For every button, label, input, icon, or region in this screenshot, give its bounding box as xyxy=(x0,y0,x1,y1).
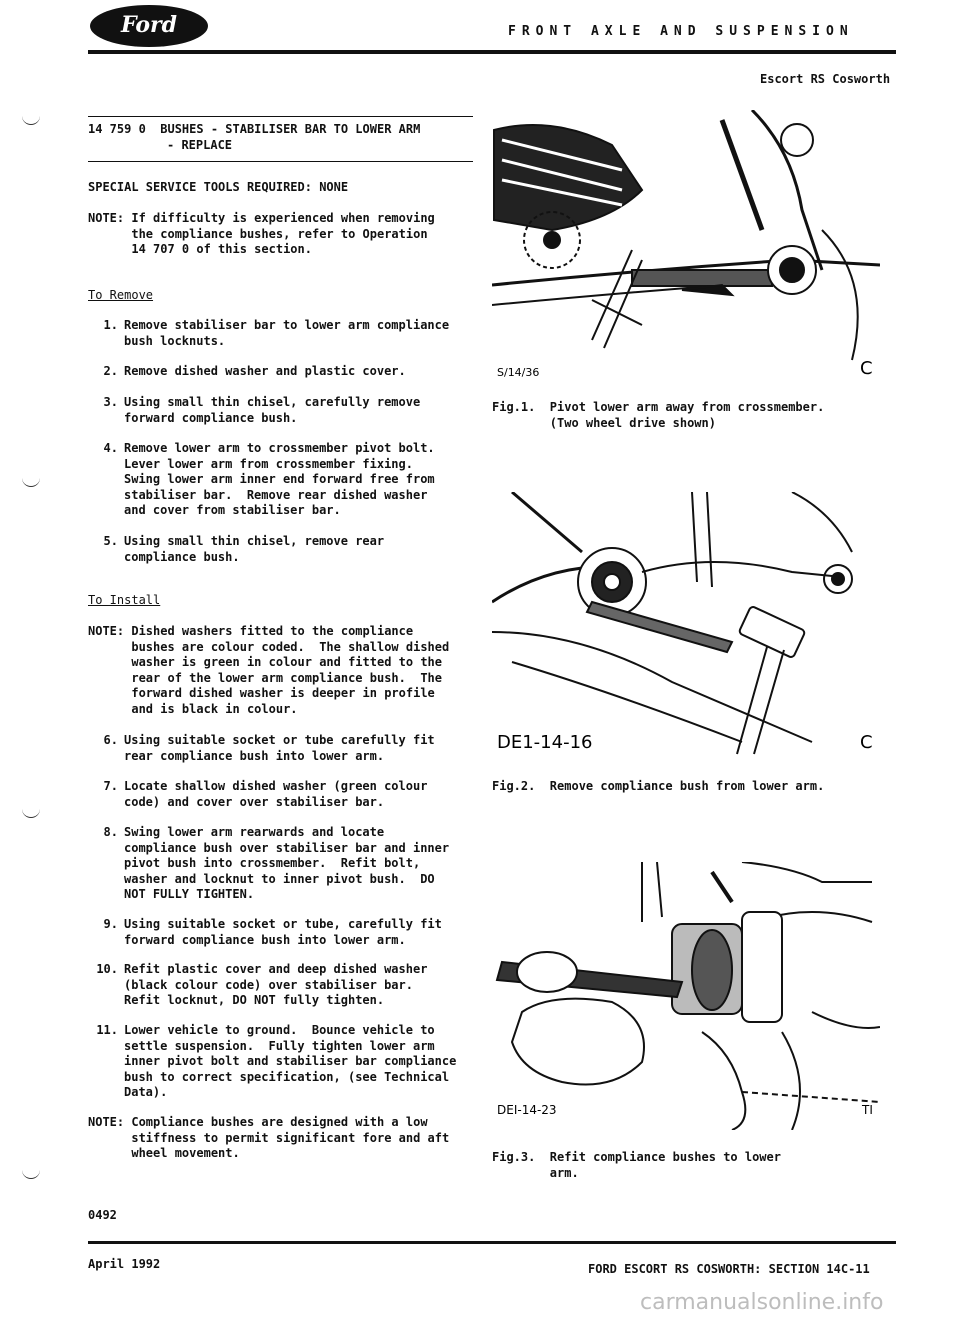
footer-rule xyxy=(88,1241,896,1244)
step-3: 3. Using small thin chisel, carefully remove forward compliance bush. xyxy=(103,395,421,425)
step-7: 7. Locate shallow dished washer (green colour code) and cover over stabiliser bar. xyxy=(103,779,428,809)
step-4: 4. Remove lower arm to crossmember pivot bolt. Lever lower arm from crossmember fixing. Swing lower arm inner end forward free from stabiliser bar. Remove rear dished washer and cover from stabiliser bar. xyxy=(103,441,435,517)
watermark: carmanualsonline.info xyxy=(640,1290,884,1315)
heading-to-install: To Install xyxy=(88,593,161,607)
figure-1 xyxy=(492,110,880,385)
page-code: 0492 xyxy=(88,1208,117,1222)
figure-3-corner: TI xyxy=(862,1103,873,1117)
figure-1-illustration xyxy=(492,110,880,385)
figure-1-caption: Fig.1. Pivot lower arm away from crossmember. (Two wheel drive shown) xyxy=(492,400,825,430)
step-8: 8. Swing lower arm rearwards and locate compliance bush over stabiliser bar and inner pivot bush into crossmember. Refit bolt, washer and locknut to inner pivot bush. DO NOT FULLY TIGHTEN. xyxy=(103,825,450,901)
margin-mark xyxy=(22,1170,40,1179)
step-5: 5. Using small thin chisel, remove rear compliance bush. xyxy=(103,534,385,564)
title-rule-top xyxy=(88,116,473,117)
figure-2-caption: Fig.2. Remove compliance bush from lower arm. xyxy=(492,779,825,793)
figure-3-caption: Fig.3. Refit compliance bushes to lower arm. xyxy=(492,1150,781,1180)
section-title: FRONT AXLE AND SUSPENSION xyxy=(508,24,854,39)
figure-2 xyxy=(492,492,880,757)
step-6: 6. Using suitable socket or tube carefully fit rear compliance bush into lower arm. xyxy=(103,733,435,763)
figure-1-corner: C xyxy=(860,358,873,379)
figure-1-id: S/14/36 xyxy=(497,366,540,379)
margin-mark xyxy=(22,809,40,818)
footer-section-ref: FORD ESCORT RS COSWORTH: SECTION 14C-11 xyxy=(588,1262,870,1276)
figure-2-id: DE1-14-16 xyxy=(497,732,593,753)
note-colour-coded: NOTE: Dished washers fitted to the compliance bushes are colour coded. The shallow dished washer is green in colour and fitted to the rear of the lower arm compliance bush. The forward dished washer is deeper in profile and is black in colour. xyxy=(88,624,450,716)
margin-mark xyxy=(22,116,40,125)
operation-title-line2: - REPLACE xyxy=(167,138,233,152)
figure-3-illustration xyxy=(492,862,880,1130)
tools-required: SPECIAL SERVICE TOOLS REQUIRED: NONE xyxy=(88,180,349,194)
step-10: 10. Refit plastic cover and deep dished washer (black colour code) over stabiliser bar. Refit locknut, DO NOT fully tighten. xyxy=(96,962,428,1007)
note-compliance: NOTE: Compliance bushes are designed with a low stiffness to permit significant fore and aft wheel movement. xyxy=(88,1115,450,1160)
figure-2-illustration xyxy=(492,492,880,757)
ford-logo: Ford xyxy=(90,5,208,47)
title-rule-bottom xyxy=(88,161,473,162)
step-2: 2. Remove dished washer and plastic cover. xyxy=(103,364,406,378)
footer-date: April 1992 xyxy=(88,1257,161,1271)
heading-to-remove: To Remove xyxy=(88,288,154,302)
note-removal: NOTE: If difficulty is experienced when removing the compliance bushes, refer to Operation 14 707 0 of this section. xyxy=(88,211,435,256)
operation-title: 14 759 0 BUSHES - STABILISER BAR TO LOWER ARM xyxy=(88,122,421,136)
figure-3-id: DEI-14-23 xyxy=(497,1103,557,1117)
step-9: 9. Using suitable socket or tube, carefully fit forward compliance bush into lower arm. xyxy=(103,917,442,947)
model-name: Escort RS Cosworth xyxy=(760,72,891,86)
margin-mark xyxy=(22,478,40,487)
header-rule xyxy=(88,50,896,54)
step-11: 11. Lower vehicle to ground. Bounce vehicle to settle suspension. Fully tighten lower arm inner pivot bolt and stabiliser bar compliance bush to correct specification, (see Technical Data). xyxy=(96,1023,457,1099)
step-1: 1. Remove stabiliser bar to lower arm compliance bush locknuts. xyxy=(103,318,450,348)
figure-3 xyxy=(492,862,880,1130)
figure-2-corner: C xyxy=(860,732,873,753)
